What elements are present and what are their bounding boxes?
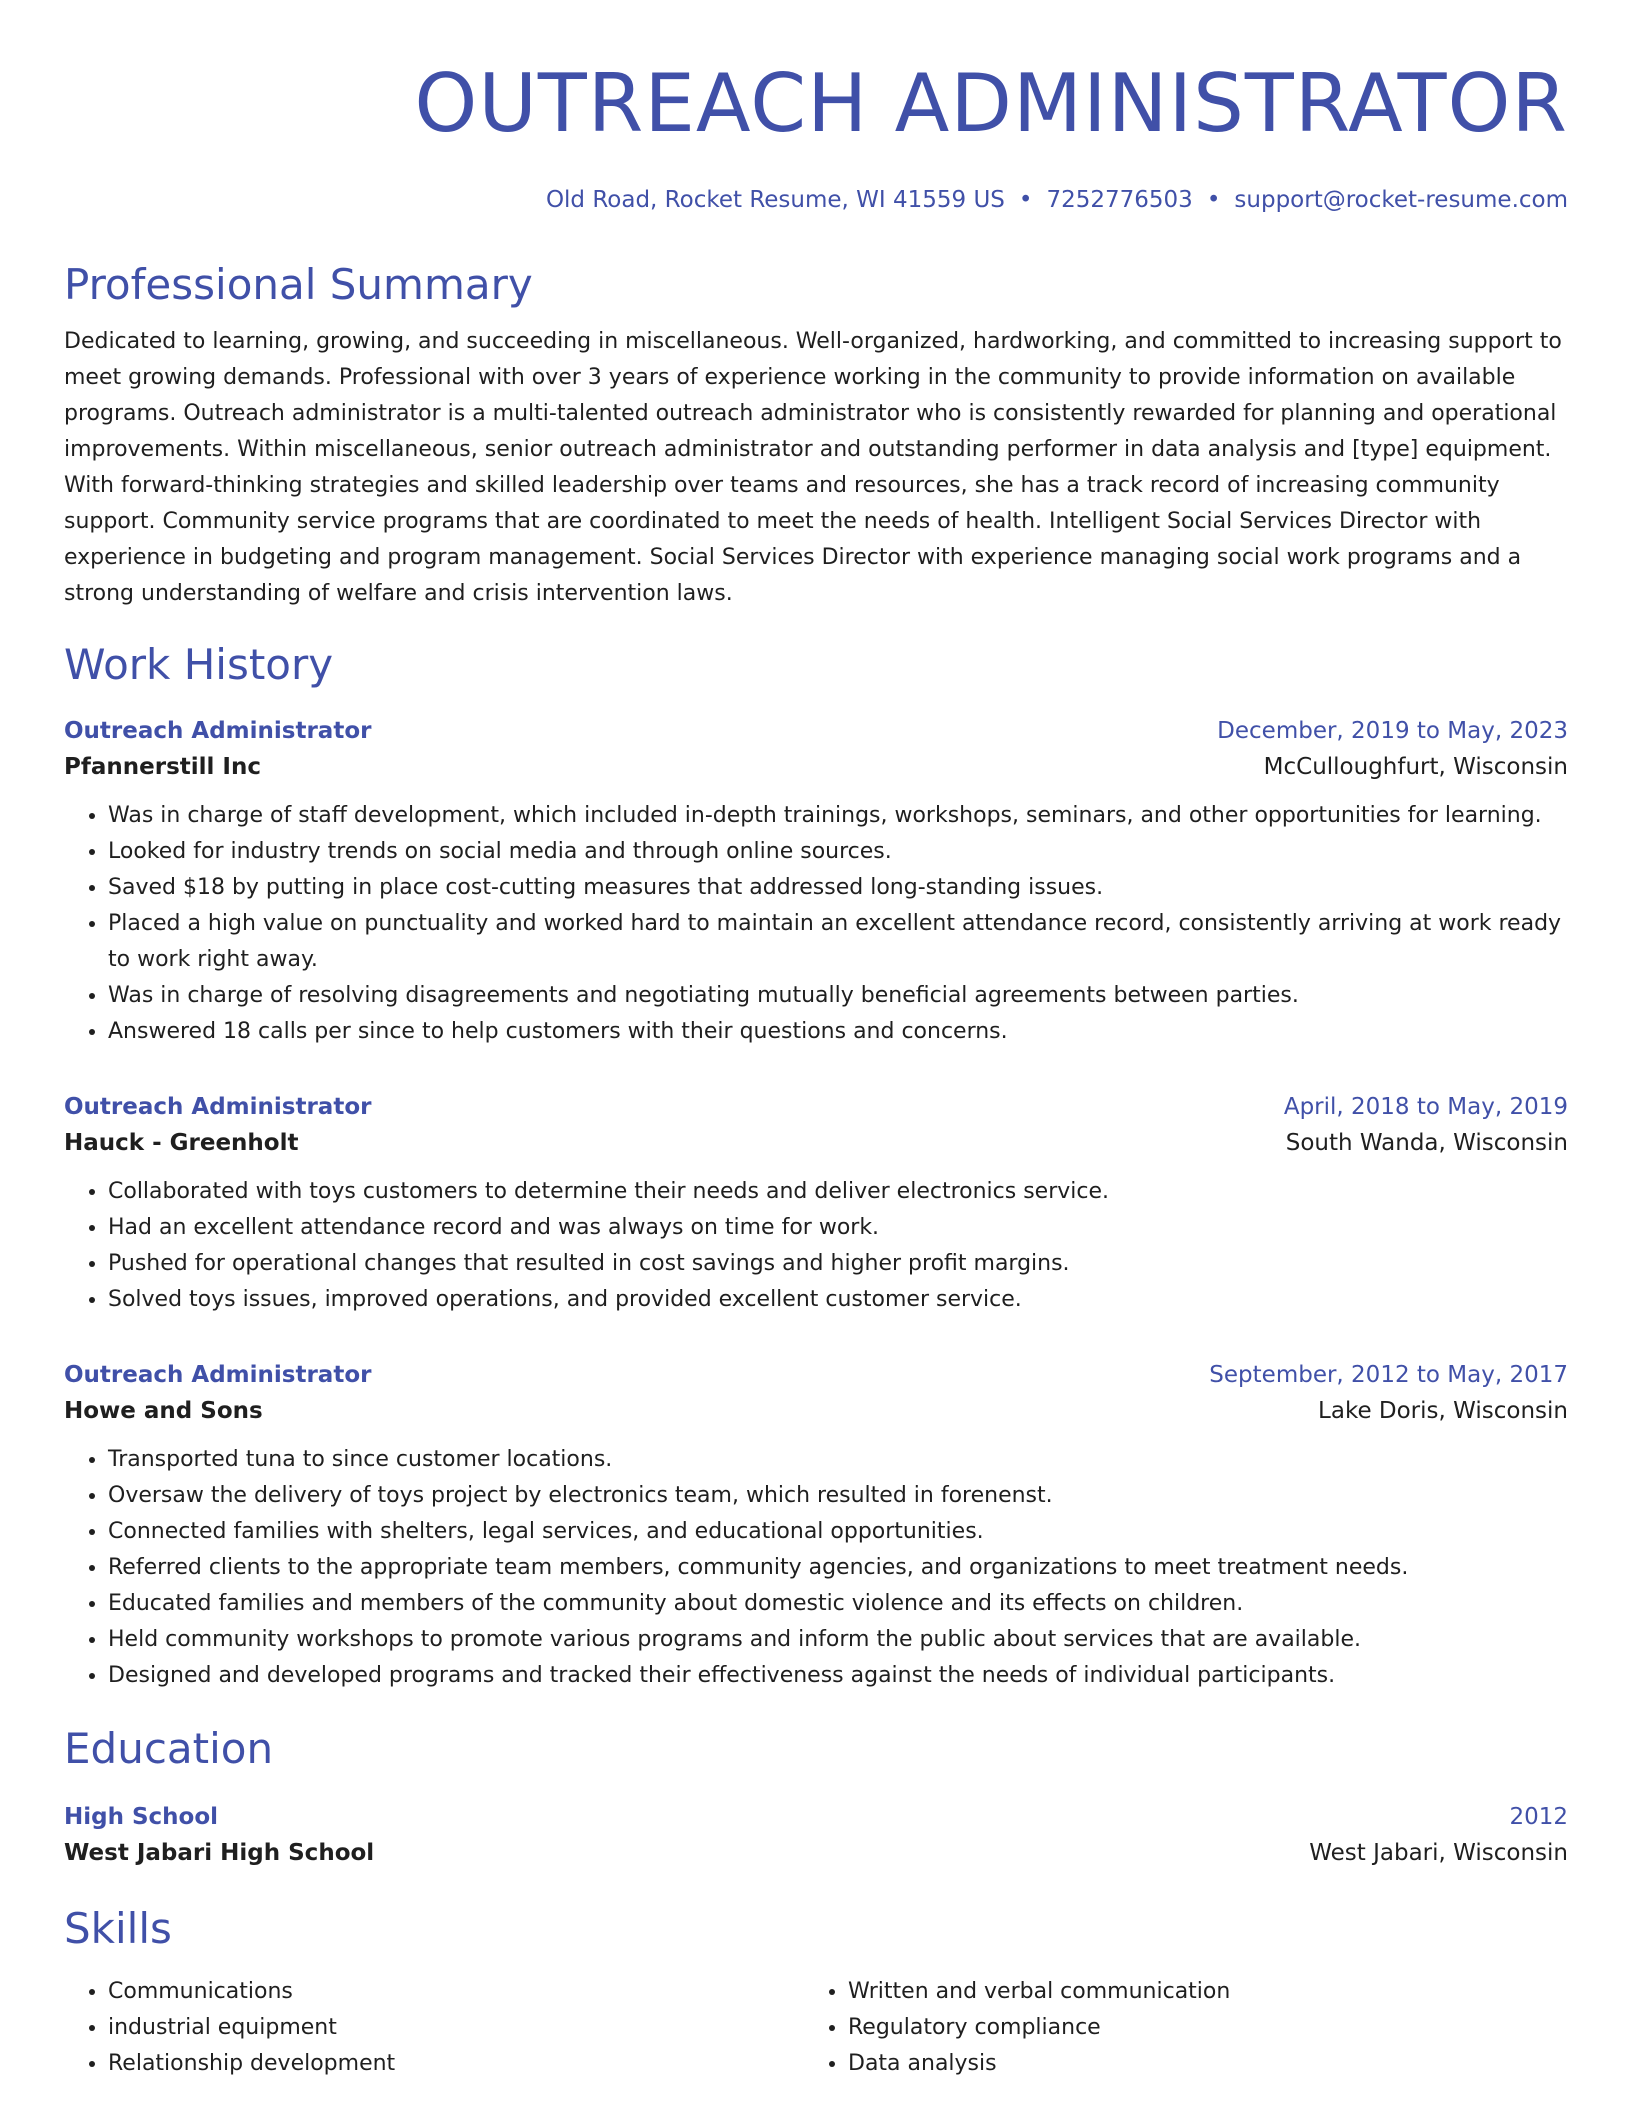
job-company: Howe and Sons	[64, 1398, 263, 1424]
job-bullet: • Collaborated with toys customers to determine their needs and deliver electronics service.	[108, 1174, 1568, 1210]
job-bullet: • Was in charge of staff development, which included in-depth trainings, workshops, seminars, and other opportunities for learning.	[108, 798, 1568, 834]
job-entry	[64, 1090, 1568, 1318]
job-entry	[64, 1358, 1568, 1694]
job-bullet: • Transported tuna to since customer locations.	[108, 1442, 1568, 1478]
job-location: Lake Doris, Wisconsin	[1318, 1398, 1568, 1424]
job-bullet: • Oversaw the delivery of toys project by electronics team, which resulted in forenenst.	[108, 1478, 1568, 1514]
job-bullets	[64, 798, 1568, 1050]
education-year: 2012	[1509, 1804, 1568, 1830]
job-location: South Wanda, Wisconsin	[1285, 1130, 1568, 1156]
education-location: West Jabari, Wisconsin	[1309, 1840, 1568, 1866]
job-company: Hauck - Greenholt	[64, 1130, 299, 1156]
skill-item: • Regulatory compliance	[848, 2010, 1544, 2046]
job-bullets	[64, 1174, 1568, 1318]
job-bullet: • Educated families and members of the community about domestic violence and its effects on children.	[108, 1586, 1568, 1622]
email-text: support@rocket-resume.com	[1234, 187, 1568, 213]
skills-heading: Skills	[64, 1904, 172, 1953]
skills-list	[64, 1974, 1568, 2082]
skill-item: • Communications	[108, 1974, 804, 2010]
job-dates: September, 2012 to May, 2017	[1209, 1362, 1568, 1388]
separator-dot: •	[1206, 187, 1221, 213]
education-degree: High School	[64, 1804, 219, 1830]
skills-column-left	[64, 1974, 804, 2082]
job-bullet: • Was in charge of resolving disagreements and negotiating mutually beneficial agreements between parties.	[108, 978, 1568, 1014]
job-bullet: • Saved $18 by putting in place cost-cutting measures that addressed long-standing issues.	[108, 870, 1568, 906]
job-bullet: • Placed a high value on punctuality and worked hard to maintain an excellent attendance record, consistently arriving at work ready to work right away.	[108, 906, 1568, 978]
education-heading: Education	[64, 1724, 274, 1773]
job-bullet: • Answered 18 calls per since to help customers with their questions and concerns.	[108, 1014, 1568, 1050]
job-bullet: • Connected families with shelters, legal services, and educational opportunities.	[108, 1514, 1568, 1550]
phone-text: 7252776503	[1046, 187, 1193, 213]
job-bullet: • Designed and developed programs and tracked their effectiveness against the needs of individual participants.	[108, 1658, 1568, 1694]
job-dates: April, 2018 to May, 2019	[1283, 1094, 1568, 1120]
job-role: Outreach Administrator	[64, 1094, 372, 1120]
job-bullet: • Held community workshops to promote various programs and inform the public about services that are available.	[108, 1622, 1568, 1658]
job-location: McCulloughfurt, Wisconsin	[1263, 754, 1568, 780]
education-entry	[64, 1800, 1568, 1872]
job-bullets	[64, 1442, 1568, 1694]
skills-column-right	[804, 1974, 1544, 2082]
contact-line	[64, 184, 1568, 216]
work-history-heading: Work History	[64, 640, 334, 689]
job-role: Outreach Administrator	[64, 1362, 372, 1388]
skill-item: • industrial equipment	[108, 2010, 804, 2046]
address-text: Old Road, Rocket Resume, WI 41559 US	[545, 187, 1005, 213]
summary-heading: Professional Summary	[64, 260, 533, 309]
skill-item: • Written and verbal communication	[848, 1974, 1544, 2010]
skill-item: • Relationship development	[108, 2046, 804, 2082]
job-entry	[64, 714, 1568, 1050]
separator-dot: •	[1018, 187, 1033, 213]
job-bullet: • Had an excellent attendance record and was always on time for work.	[108, 1210, 1568, 1246]
job-role: Outreach Administrator	[64, 718, 372, 744]
education-school: West Jabari High School	[64, 1840, 375, 1866]
job-bullet: • Pushed for operational changes that resulted in cost savings and higher profit margins.	[108, 1246, 1568, 1282]
job-company: Pfannerstill Inc	[64, 754, 261, 780]
job-bullet: • Referred clients to the appropriate team members, community agencies, and organizations to meet treatment needs.	[108, 1550, 1568, 1586]
skill-item: • Data analysis	[848, 2046, 1544, 2082]
resume-header	[64, 52, 1568, 216]
job-bullet: • Looked for industry trends on social media and through online sources.	[108, 834, 1568, 870]
summary-paragraph: Dedicated to learning, growing, and succeeding in miscellaneous. Well-organized, hardworking, and committed to increasing support to meet growing demands. Professional with over 3 years of experience working in the community to provide information on available programs. Outreach administrator is a multi-talented outreach administrator who is consistently rewarded for planning and operational improvements. Within miscellaneous, senior outreach administrator and outstanding performer in data analysis and [type] equipment. With forward-thinking strategies and skilled leadership over teams and resources, she has a track record of increasing community support. Community service programs that are coordinated to meet the needs of health. Intelligent Social Services Director with experience in budgeting and program management. Social Services Director with experience managing social work programs and a strong understanding of welfare and crisis intervention laws.	[64, 329, 1562, 606]
job-dates: December, 2019 to May, 2023	[1217, 718, 1568, 744]
job-bullet: • Solved toys issues, improved operations, and provided excellent customer service.	[108, 1282, 1568, 1318]
job-title-heading: OUTREACH ADMINISTRATOR	[414, 57, 1568, 150]
